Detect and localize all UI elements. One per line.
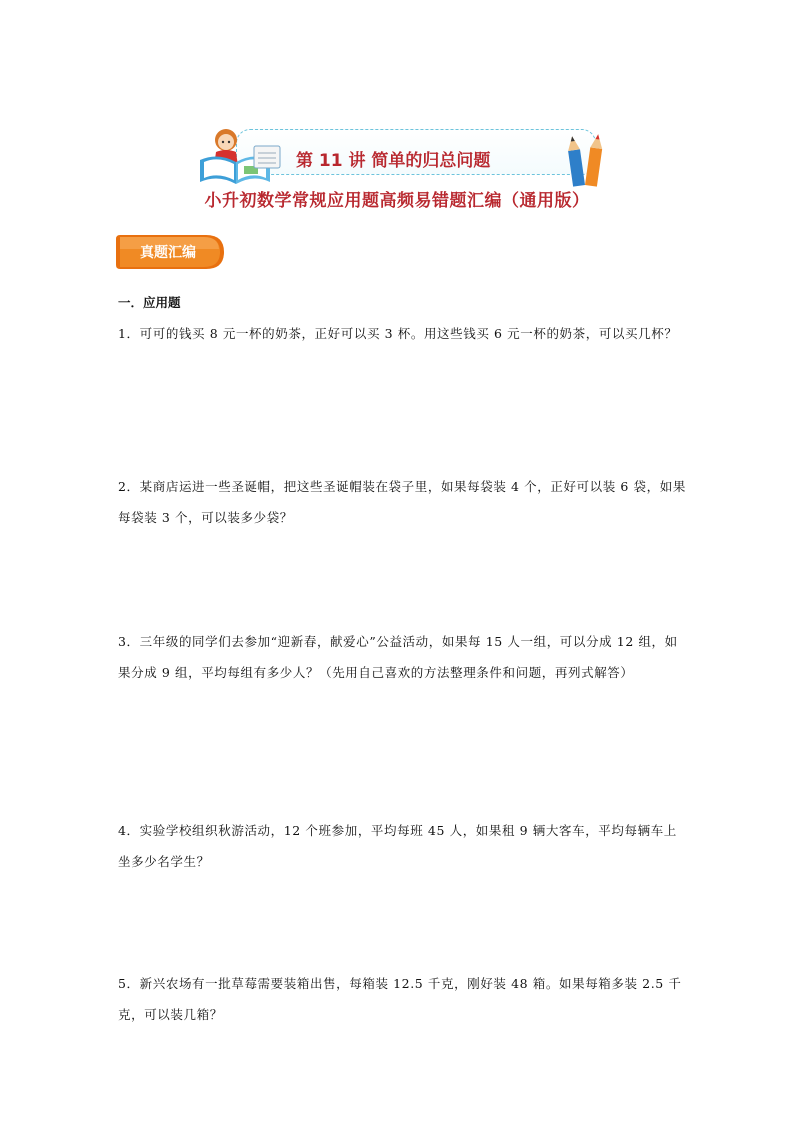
question-1 bbox=[118, 318, 686, 349]
document-subtitle: 小升初数学常规应用题高频易错题汇编（通用版） bbox=[204, 191, 590, 211]
part-heading: 一．应用题 bbox=[118, 295, 181, 310]
question-2 bbox=[118, 471, 686, 533]
pencils-icon bbox=[562, 134, 610, 190]
question-4 bbox=[118, 815, 686, 877]
question-text: 实验学校组织秋游活动，12 个班参加，平均每班 45 人，如果租 9 辆大客车，平均每辆车上坐多少名学生？ bbox=[118, 823, 677, 869]
question-text: 新兴农场有一批草莓需要装箱出售，每箱装 12.5 千克，刚好装 48 箱。如果每箱多装 2.5 千克，可以装几箱？ bbox=[118, 976, 682, 1022]
question-number: 1． bbox=[118, 326, 140, 341]
question-text: 可可的钱买 8 元一杯的奶茶，正好可以买 3 杯。用这些钱买 6 元一杯的奶茶，可以买几杯？ bbox=[139, 326, 678, 341]
girl-reading-icon bbox=[196, 126, 292, 190]
section-tab-label: 真题汇编 bbox=[140, 245, 196, 261]
question-text: 三年级的同学们去参加“迎新春，献爱心”公益活动，如果每 15 人一组，可以分成 12 组，如果分成 9 组，平均每组有多少人？（先用自己喜欢的方法整理条件和问题，再列式解答） bbox=[118, 634, 678, 680]
question-number: 5． bbox=[118, 976, 140, 991]
section-tab bbox=[114, 233, 226, 271]
question-number: 2． bbox=[118, 479, 140, 494]
question-number: 4． bbox=[118, 823, 140, 838]
question-3 bbox=[118, 626, 686, 688]
lesson-banner bbox=[196, 126, 610, 190]
question-text: 某商店运进一些圣诞帽，把这些圣诞帽装在袋子里，如果每袋装 4 个，正好可以装 6 袋，如果每袋装 3 个，可以装多少袋？ bbox=[118, 479, 686, 525]
lesson-title: 第 11 讲 简单的归总问题 bbox=[296, 151, 491, 171]
question-5 bbox=[118, 968, 686, 1030]
question-number: 3． bbox=[118, 634, 140, 649]
